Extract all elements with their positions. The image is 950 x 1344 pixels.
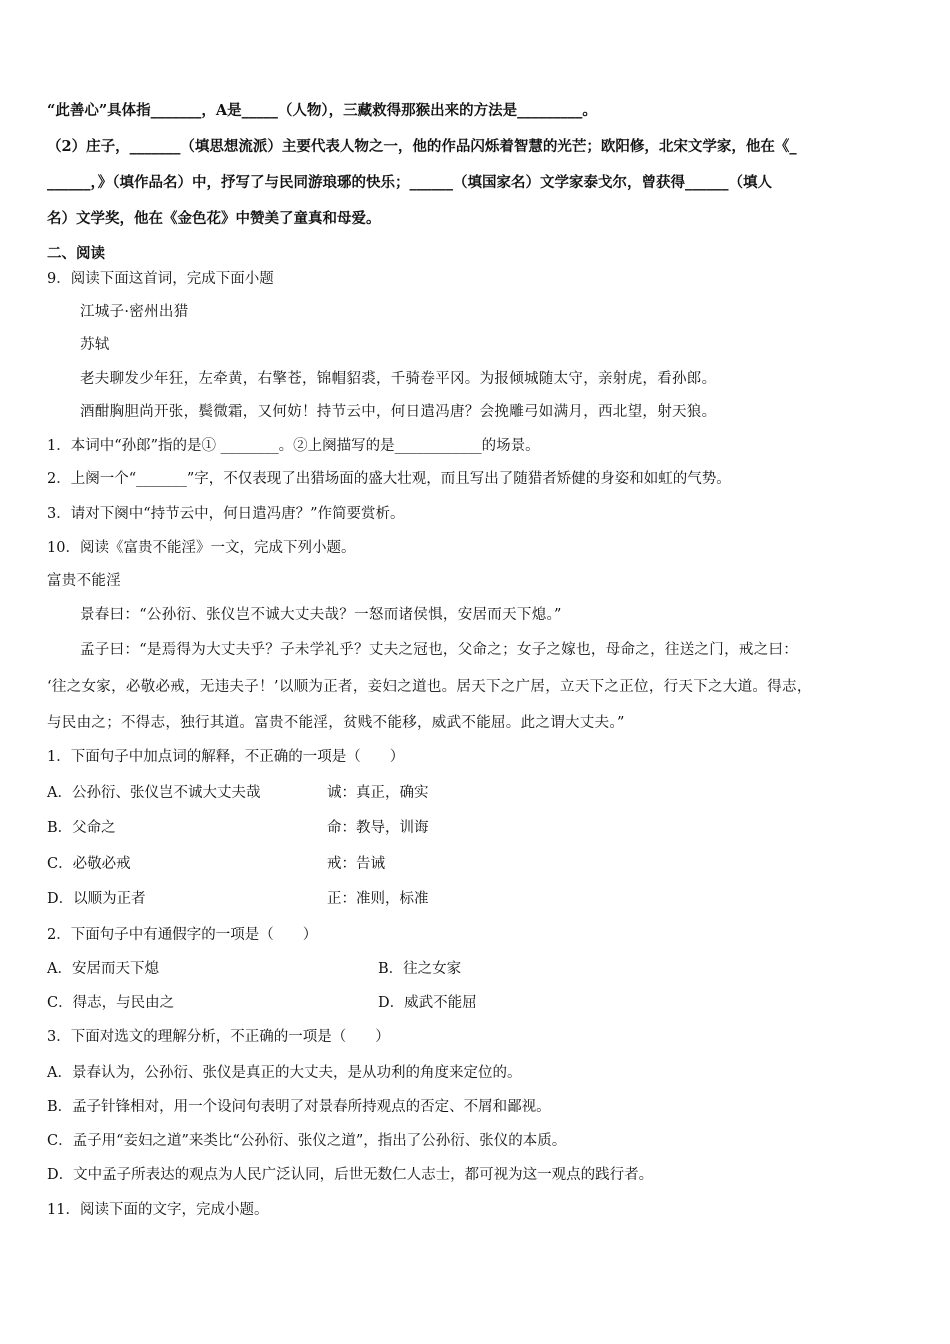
poem-stanza-1: 老夫聊发少年狂，左牵黄，右擎苍，锦帽貂裘，千骑卷平冈。为报倾城随太守，亲射虎，看孙郎。: [80, 371, 717, 387]
poem-stanza-2: 酒酣胸胆尚开张，鬓微霜，又何妨！持节云中，何日遣冯唐？会挽雕弓如满月，西北望，射天狼。: [80, 404, 717, 420]
q10-sub-3-stem: 3．下面对选文的理解分析，不正确的一项是（ ）: [47, 1029, 390, 1045]
q9-sub-3: 3．请对下阕中“持节云中，何日遣冯唐？”作简要赏析。: [47, 506, 405, 522]
q8-line-4: 名）文学奖，他在《金色花》中赞美了童真和母爱。: [47, 210, 381, 227]
q10-intro: 10．阅读《富贵不能淫》一文，完成下列小题。: [47, 540, 356, 556]
section-heading-reading: 二、阅读: [47, 245, 105, 262]
q10-sub-2-stem: 2．下面句子中有通假字的一项是（ ）: [47, 927, 318, 943]
q10-sub-1-stem: 1．下面句子中加点词的解释，不正确的一项是（ ）: [47, 749, 405, 765]
poem-author: 苏轼: [80, 337, 110, 353]
q10-sub-1-option-b: B．父命之: [47, 820, 116, 836]
q9-sub-1: 1．本词中“孙郎”指的是① ________。②上阕描写的是____________的场景。: [47, 438, 540, 454]
passage-para-2-line-1: 孟子曰：“是焉得为大丈夫乎？子未学礼乎？丈夫之冠也，父命之；女子之嫁也，母命之，往送之门，戒之曰：: [80, 642, 799, 658]
q8-line-1: “此善心”具体指_______，A是_____（人物），三藏救得那猴出来的方法是_________。: [47, 102, 597, 119]
q10-sub-2-option-d: D．威武不能屈: [378, 995, 477, 1011]
q10-sub-3-option-b: B．孟子针锋相对，用一个设问句表明了对景春所持观点的否定、不屑和鄙视。: [47, 1099, 551, 1115]
q10-sub-1-option-b-expl: 命：教导，训诲: [327, 820, 429, 836]
q10-sub-1-option-d-expl: 正：准则，标准: [327, 891, 429, 907]
poem-title: 江城子·密州出猎: [80, 304, 189, 320]
passage-title: 富贵不能淫: [47, 573, 121, 589]
q10-sub-2-option-b: B．往之女家: [378, 961, 462, 977]
q10-sub-3-option-c: C．孟子用“妾妇之道”来类比“公孙衍、张仪之道”，指出了公孙衍、张仪的本质。: [47, 1133, 567, 1149]
q10-sub-1-option-a: A．公孙衍、张仪岂不诚大丈夫哉: [47, 785, 261, 801]
q8-line-2: （2）庄子，_______（填思想流派）主要代表人物之一，他的作品闪烁着智慧的光芒；欧阳修，北宋文学家，他在《_: [47, 138, 797, 155]
passage-para-2-line-2: ‘往之女家，必敬必戒，无违夫子！’以顺为正者，妾妇之道也。居天下之广居，立天下之正位，行天下之大道。得志，: [47, 679, 812, 695]
passage-para-2-line-3: 与民由之；不得志，独行其道。富贵不能淫，贫贱不能移，威武不能屈。此之谓大丈夫。”: [47, 715, 625, 731]
q10-sub-1-option-d: D．以顺为正者: [47, 891, 146, 907]
q10-sub-2-option-c: C．得志，与民由之: [47, 995, 175, 1011]
q10-sub-1-option-c-expl: 戒：告诫: [327, 856, 385, 872]
q10-sub-1-option-c: C．必敬必戒: [47, 856, 131, 872]
q9-intro: 9．阅读下面这首词，完成下面小题: [47, 271, 274, 287]
q9-sub-2: 2．上阕一个“_______”字，不仅表现了出猎场面的盛大壮观，而且写出了随猎者矫健的身姿和如虹的气势。: [47, 471, 731, 487]
q10-sub-1-option-a-expl: 诚：真正，确实: [327, 785, 429, 801]
q10-sub-3-option-a: A．景春认为，公孙衍、张仪是真正的大丈夫，是从功利的角度来定位的。: [47, 1065, 522, 1081]
passage-para-1: 景春曰：“公孙衍、张仪岂不诚大丈夫哉？一怒而诸侯惧，安居而天下熄。”: [80, 607, 562, 623]
q10-sub-3-option-d: D．文中孟子所表达的观点为人民广泛认同，后世无数仁人志士，都可视为这一观点的践行者。: [47, 1167, 654, 1183]
q10-sub-2-option-a: A．安居而天下熄: [47, 961, 159, 977]
q11-intro: 11．阅读下面的文字，完成小题。: [47, 1202, 269, 1218]
q8-line-3: ______，》（填作品名）中，抒写了与民同游琅琊的快乐；______（填国家名）文学家泰戈尔，曾获得______（填人: [47, 174, 772, 191]
